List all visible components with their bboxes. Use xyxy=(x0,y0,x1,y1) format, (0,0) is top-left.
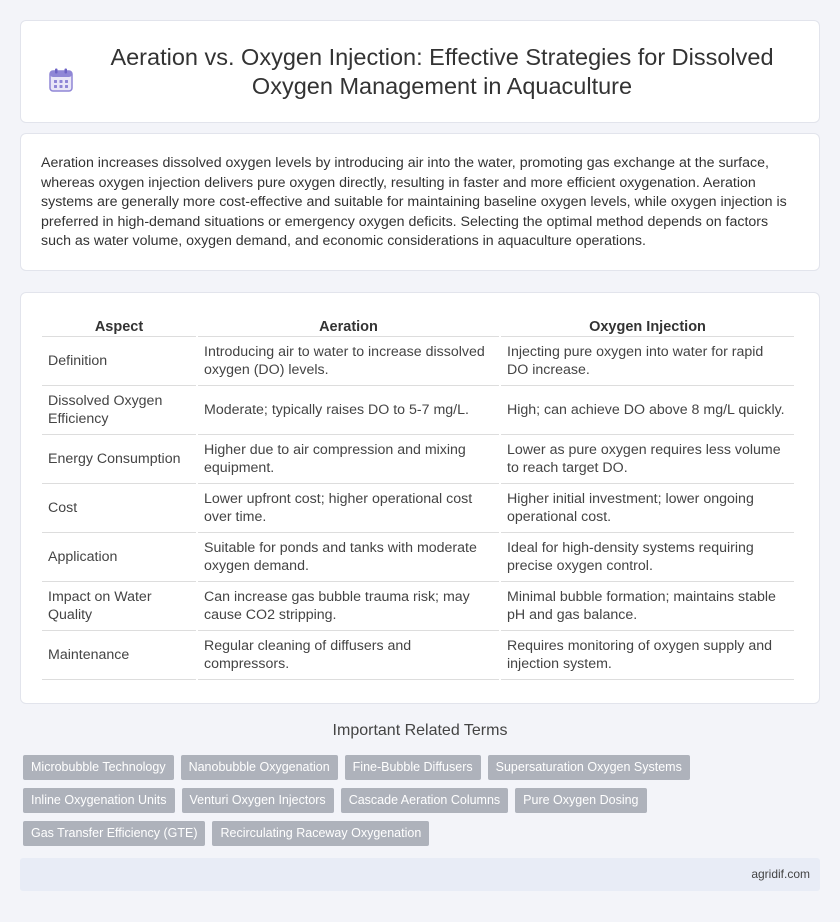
comparison-card xyxy=(20,292,820,704)
intro-card xyxy=(20,133,820,271)
comparison-table xyxy=(40,313,796,680)
header-oxygen-injection: Oxygen Injection xyxy=(501,313,794,337)
related-terms-title: Important Related Terms xyxy=(332,722,508,739)
footer-site-link[interactable]: agridif.com xyxy=(751,867,810,881)
cell-aspect: Maintenance xyxy=(42,631,196,680)
cell-aspect: Dissolved Oxygen Efficiency xyxy=(42,386,196,435)
table-row xyxy=(42,484,794,533)
cell-oxygen-injection: Lower as pure oxygen requires less volume to reach target DO. xyxy=(501,435,794,484)
header-aeration: Aeration xyxy=(198,313,499,337)
cell-aspect: Energy Consumption xyxy=(42,435,196,484)
related-terms-list xyxy=(23,755,823,846)
cell-aeration: Higher due to air compression and mixing equipment. xyxy=(198,435,499,484)
cell-aspect: Definition xyxy=(42,337,196,386)
cell-aspect: Impact on Water Quality xyxy=(42,582,196,631)
related-term-tag[interactable]: Recirculating Raceway Oxygenation xyxy=(212,821,429,846)
cell-oxygen-injection: High; can achieve DO above 8 mg/L quickly. xyxy=(501,386,794,435)
related-term-tag[interactable]: Microbubble Technology xyxy=(23,755,174,780)
table-row xyxy=(42,386,794,435)
page-title: Aeration vs. Oxygen Injection: Effective Strategies for Dissolved Oxygen Management in Aquaculture xyxy=(110,43,774,99)
related-term-tag[interactable]: Inline Oxygenation Units xyxy=(23,788,175,813)
cell-aeration: Regular cleaning of diffusers and compressors. xyxy=(198,631,499,680)
footer xyxy=(20,858,820,891)
table-row xyxy=(42,435,794,484)
related-term-tag[interactable]: Venturi Oxygen Injectors xyxy=(182,788,334,813)
cell-oxygen-injection: Requires monitoring of oxygen supply and injection system. xyxy=(501,631,794,680)
cell-aspect: Cost xyxy=(42,484,196,533)
cell-aeration: Lower upfront cost; higher operational cost over time. xyxy=(198,484,499,533)
related-term-tag[interactable]: Fine-Bubble Diffusers xyxy=(345,755,481,780)
related-term-tag[interactable]: Gas Transfer Efficiency (GTE) xyxy=(23,821,205,846)
cell-oxygen-injection: Ideal for high-density systems requiring precise oxygen control. xyxy=(501,533,794,582)
cell-oxygen-injection: Injecting pure oxygen into water for rapid DO increase. xyxy=(501,337,794,386)
table-row xyxy=(42,631,794,680)
related-term-tag[interactable]: Pure Oxygen Dosing xyxy=(515,788,646,813)
cell-aeration: Can increase gas bubble trauma risk; may cause CO2 stripping. xyxy=(198,582,499,631)
related-term-tag[interactable]: Supersaturation Oxygen Systems xyxy=(488,755,690,780)
cell-oxygen-injection: Minimal bubble formation; maintains stable pH and gas balance. xyxy=(501,582,794,631)
table-row xyxy=(42,337,794,386)
header-aspect: Aspect xyxy=(42,313,196,337)
cell-aspect: Application xyxy=(42,533,196,582)
cell-aeration: Moderate; typically raises DO to 5-7 mg/L. xyxy=(198,386,499,435)
cell-oxygen-injection: Higher initial investment; lower ongoing operational cost. xyxy=(501,484,794,533)
title-card xyxy=(20,20,820,123)
cell-aeration: Suitable for ponds and tanks with moderate oxygen demand. xyxy=(198,533,499,582)
table-row xyxy=(42,533,794,582)
intro-text: Aeration increases dissolved oxygen levels by introducing air into the water, promoting gas exchange at the surface, whereas oxygen injection delivers pure oxygen directly, resulting in faster and more efficient oxygenation. Aeration systems are generally more cost-effective and suitable for maintaining baseline oxygen levels, while oxygen injection is preferred in high-demand situations or emergency oxygen deficits. Selecting the optimal method depends on factors such as water volume, oxygen demand, and economic considerations in aquaculture operations. xyxy=(41,155,787,250)
related-term-tag[interactable]: Cascade Aeration Columns xyxy=(341,788,508,813)
table-row xyxy=(42,582,794,631)
calendar-icon xyxy=(48,67,74,93)
cell-aeration: Introducing air to water to increase dissolved oxygen (DO) levels. xyxy=(198,337,499,386)
table-header-row xyxy=(42,313,794,337)
related-term-tag[interactable]: Nanobubble Oxygenation xyxy=(181,755,338,780)
